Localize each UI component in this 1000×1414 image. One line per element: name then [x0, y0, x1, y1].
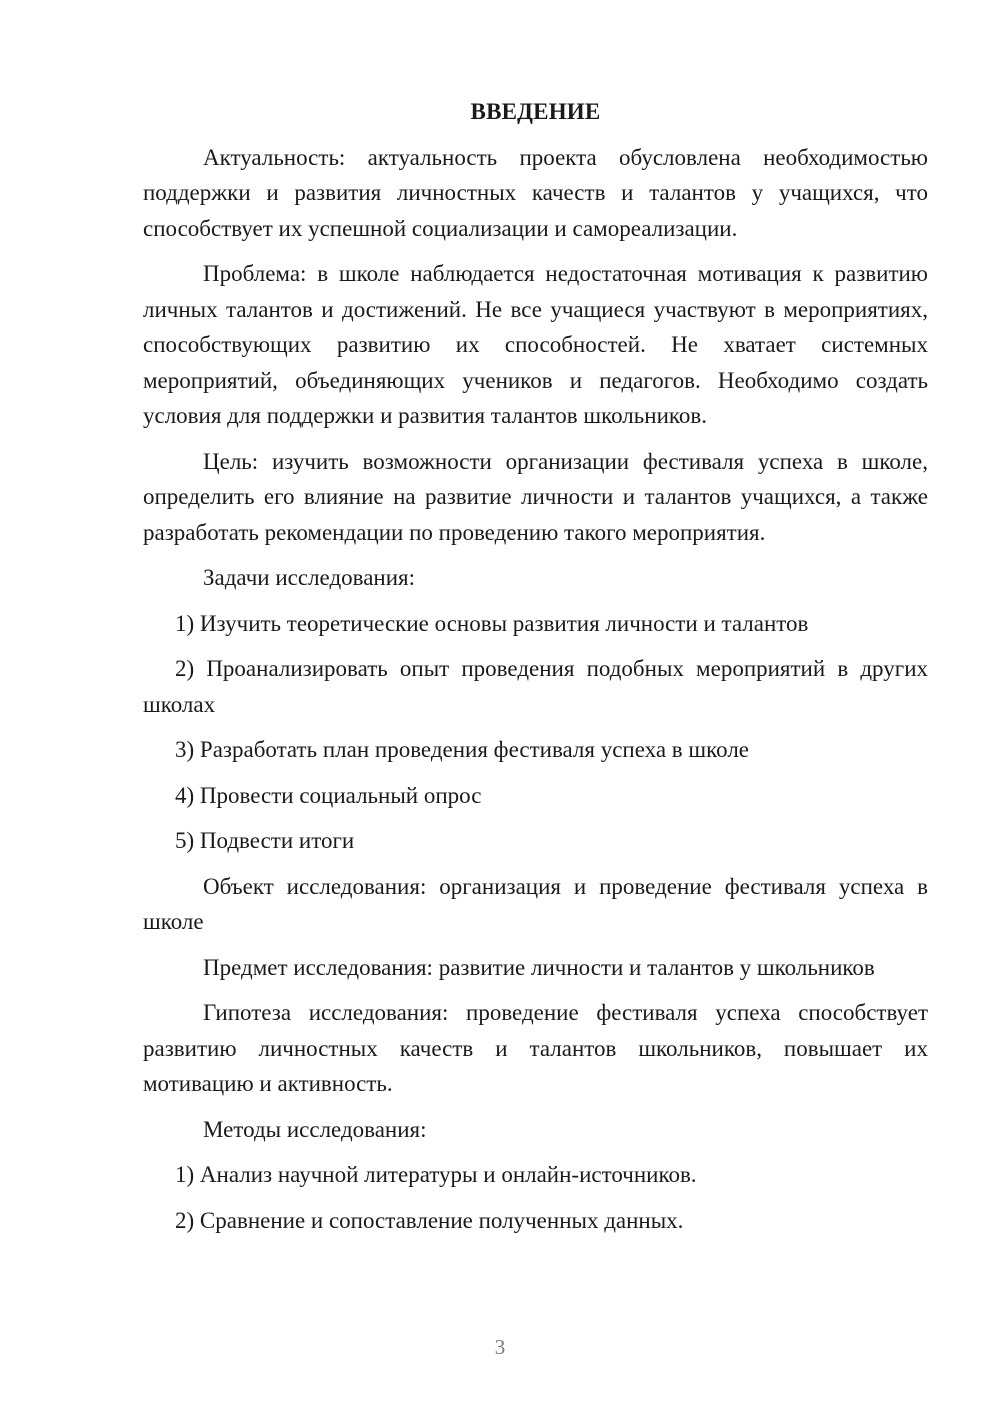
object-paragraph: Объект исследования: организация и проведение фестиваля успеха в школе [143, 873, 928, 934]
task-item: 5) Подвести итоги [175, 828, 355, 853]
task-item: 4) Провести социальный опрос [175, 782, 482, 808]
relevance-paragraph: Актуальность: актуальность проекта обусловлена необходимостью поддержки и развития личностных качеств и талантов у учащихся, что способствует их успешной социализации и самореализации. [143, 144, 928, 241]
section-heading: ВВЕДЕНИЕ [470, 99, 601, 124]
goal-paragraph: Цель: изучить возможности организации фестиваля успеха в школе, определить его влияние на развитие личности и талантов учащихся, а также разработать рекомендации по проведению такого мероприятия. [143, 448, 928, 545]
page-number: 3 [494, 1335, 506, 1359]
hypothesis-paragraph: Гипотеза исследования: проведение фестиваля успеха способствует развитию личностных качеств и талантов школьников, повышает их мотивацию и активность. [143, 1000, 928, 1096]
methods-title: Методы исследования: [203, 1116, 427, 1142]
problem-paragraph: Проблема: в школе наблюдается недостаточная мотивация к развитию личных талантов и достижений. Не все учащиеся участвуют в мероприятиях, способствующих развитию их способностей. Не хватает системных мероприятий, объединяющих учеников и педагогов. Необходимо создать условия для поддержки и развития талантов школьников. [143, 261, 928, 428]
method-item: 2) Сравнение и сопоставление полученных данных. [175, 1207, 684, 1233]
task-item: 3) Разработать план проведения фестиваля успеха в школе [175, 737, 750, 762]
tasks-title: Задачи исследования: [203, 565, 416, 590]
page-content [143, 94, 928, 1248]
task-item: 2) Проанализировать опыт проведения подобных мероприятий в других школах [143, 656, 928, 717]
subject-paragraph: Предмет исследования: развитие личности и талантов у школьников [203, 954, 875, 980]
method-item: 1) Анализ научной литературы и онлайн-источников. [175, 1162, 697, 1187]
task-item: 1) Изучить теоретические основы развития личности и талантов [175, 610, 809, 636]
